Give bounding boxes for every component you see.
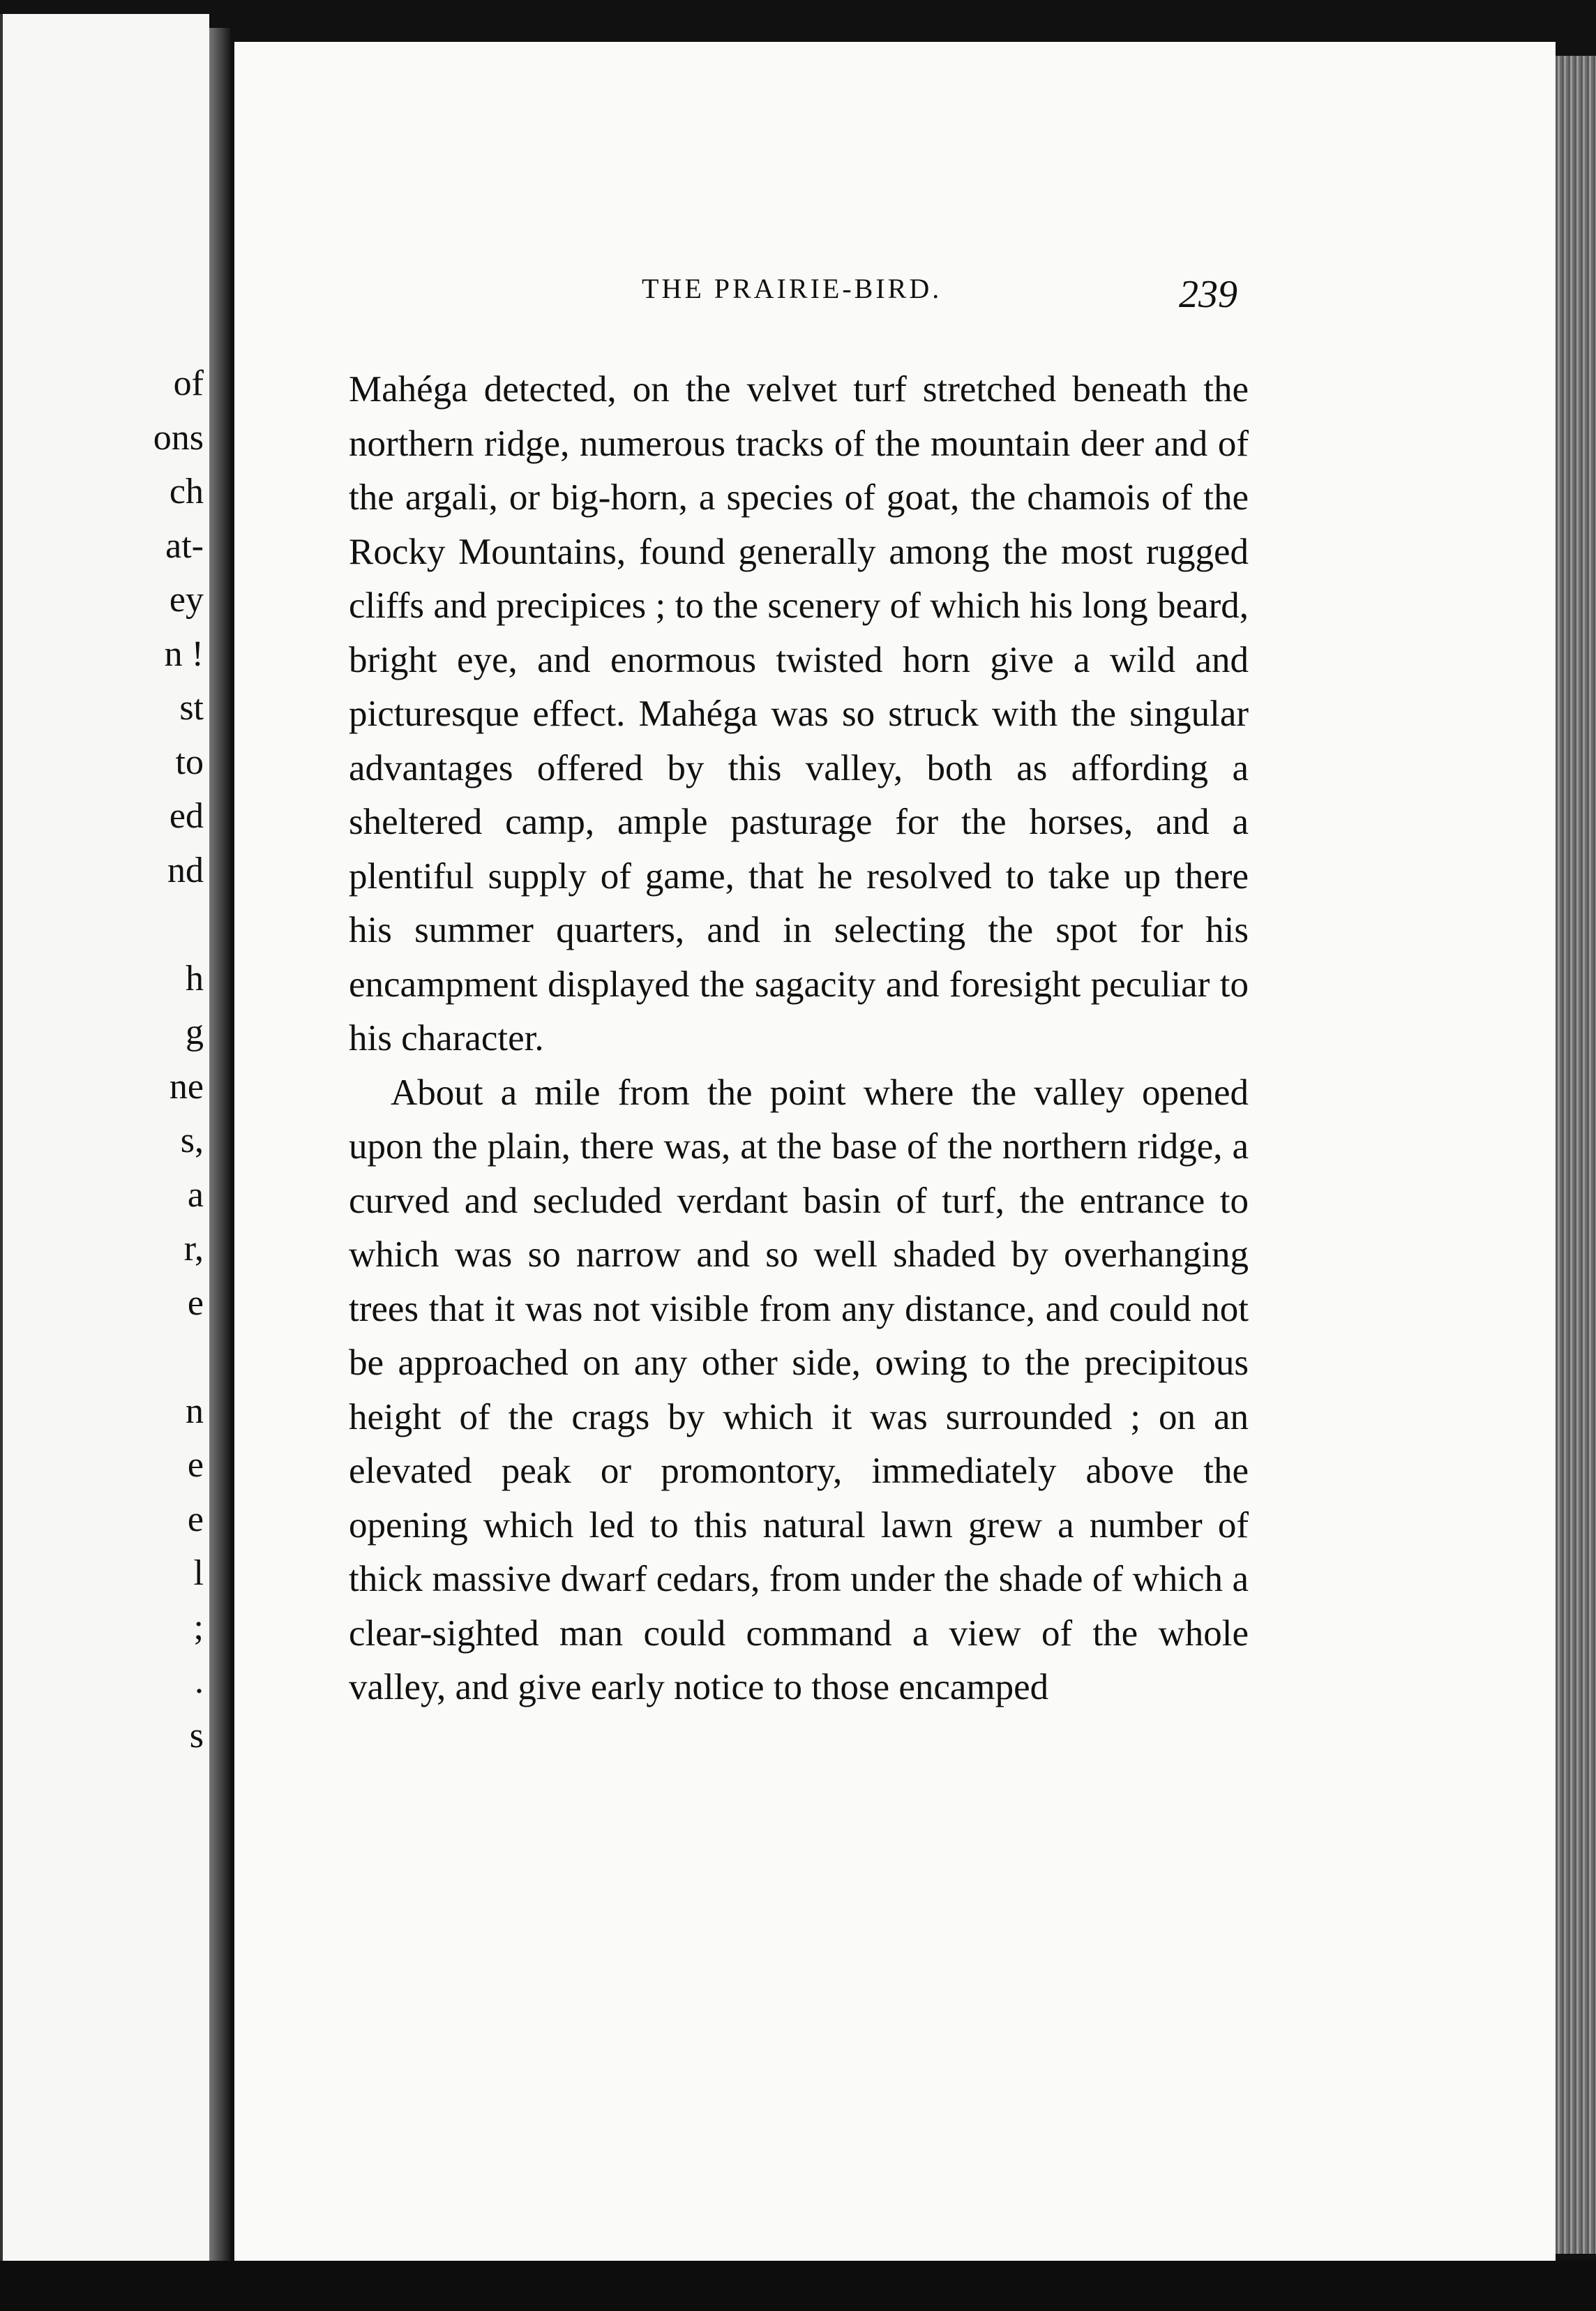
left-page-fragment: ne: [169, 1066, 204, 1107]
paragraph-1: Mahéga detected, on the velvet turf stretched beneath the northern ridge, numerous tracks of the mountain deer and of the argali, or big-horn, a species of goat, the chamois of the Rocky Mountains, found generally among the most rugged cliffs and precipices ; to the scenery of which his long beard, bright eye, and enormous twisted horn give a wild and picturesque effect. Mahéga was so struck with the singular advantages offered by this valley, both as affording a sheltered camp, ample pasturage for the horses, and a plentiful supply of game, that he resolved to take up there his summer quarters, and in selecting the spot for his encampment displayed the sagacity and foresight peculiar to his character.: [349, 369, 1249, 1059]
left-page-fragment: of: [173, 364, 204, 403]
left-page-fragment: at-: [165, 525, 204, 566]
left-page-fragment: ch: [169, 472, 204, 511]
left-page-fragment: to: [175, 742, 204, 782]
left-page-fragment: r,: [183, 1229, 204, 1269]
left-page-fragment: l: [193, 1553, 204, 1593]
left-page-fragment: st: [179, 688, 204, 728]
left-page-fragment: s,: [180, 1121, 204, 1160]
left-page-fragment: s: [189, 1715, 204, 1756]
left-page: [0, 14, 209, 2268]
paragraph-2: About a mile from the point where the valley opened upon the plain, there was, at the base of the northern ridge, a curved and secluded verdant basin of turf, the entrance to which was so narrow and so well shaded by overhanging trees that it was not visible from any distance, and could not be approached on any other side, owing to the precipitous height of the crags by which it was surrounded ; on an elevated peak or promontory, immediately above the opening which led to this natural lawn grew a number of thick massive dwarf cedars, from under the shade of which a clear-sighted man could command a view of the whole valley, and give early notice to those encamped: [349, 1072, 1249, 1707]
left-page-fragment: n !: [164, 634, 204, 674]
left-page-fragment: e: [187, 1282, 204, 1323]
page-fore-edge: [1556, 56, 1596, 2254]
left-page-fragment: ons: [153, 417, 204, 458]
left-page-fragment: ed: [169, 796, 204, 836]
left-page-fragment: ;: [193, 1607, 204, 1647]
page-number: 239: [1179, 273, 1237, 316]
left-page-fragment: e: [187, 1445, 204, 1485]
left-page-fragment: n: [186, 1391, 204, 1431]
running-head: THE PRAIRIE-BIRD.: [642, 273, 942, 304]
left-page-fragment: a: [187, 1174, 204, 1215]
gutter-shadow: [209, 28, 230, 2261]
left-page-fragment: h: [186, 958, 204, 999]
left-page-fragment: e: [187, 1499, 204, 1539]
left-page-fragment: .: [195, 1661, 204, 1701]
body-text: [349, 363, 1249, 1715]
left-page-fragment: g: [186, 1012, 204, 1052]
left-page-fragment: ey: [169, 580, 204, 620]
bottom-shadow: [0, 2261, 1596, 2311]
left-page-fragment: nd: [167, 850, 204, 890]
